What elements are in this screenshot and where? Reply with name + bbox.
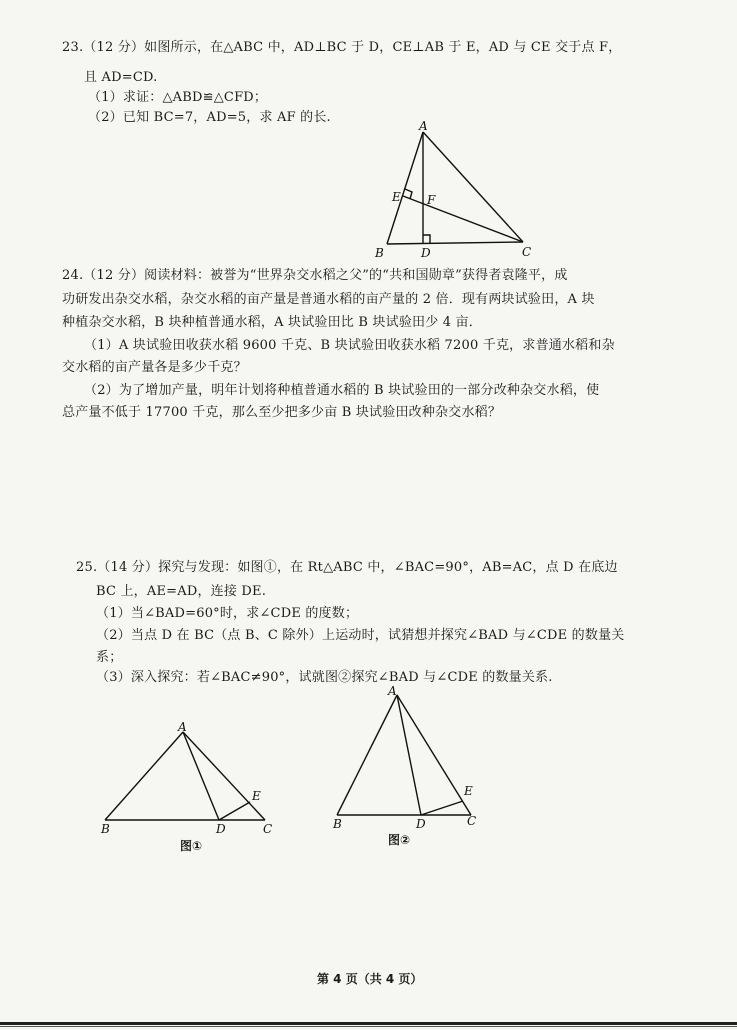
q25-part2-line1: （2）当点 D 在 BC（点 B、C 除外）上运动时，试猜想并探究∠BAD 与∠CDE 的数量关 (96, 628, 625, 643)
segment-AC (423, 132, 523, 242)
q25-part2-line2: 系； (96, 650, 123, 665)
fig1-label-A: A (178, 720, 187, 734)
q25-part3: （3）深入探究：若∠BAC≠90°，试就图②探究∠BAD 与∠CDE 的数量关系. (96, 670, 553, 685)
fig1-label-C: C (263, 822, 273, 836)
q25-figure-2 (325, 685, 485, 835)
page-footer: 第 4 页（共 4 页） (317, 972, 423, 986)
fig2-label-D: D (416, 817, 426, 831)
q23-label-C: C (522, 245, 532, 259)
q24-stem-line2: 功研发出杂交水稻，杂交水稻的亩产量是普通水稻的亩产量的 2 倍．现有两块试验田，A 块 (62, 292, 595, 307)
q24-part2-line1: （2）为了增加产量，明年计划将种植普通水稻的 B 块试验田的一部分改种杂交水稻，使 (84, 383, 600, 398)
q25-stem-line1: 25.（14 分）探究与发现：如图①，在 Rt△ABC 中，∠BAC=90°，AB=AC，点 D 在底边 (76, 560, 618, 575)
q23-label-F: F (427, 193, 436, 207)
segment-AC (397, 695, 471, 815)
q24-stem-line1: 24.（12 分）阅读材料：被誉为“世界杂交水稻之父”的“共和国勋章”获得者袁隆平，成 (62, 268, 568, 283)
bottom-border (0, 1022, 737, 1025)
fig1-label-D: D (216, 822, 226, 836)
fig1-label-E: E (252, 789, 261, 803)
fig2-label-E: E (464, 784, 473, 798)
fig1-caption: 图① (180, 839, 203, 853)
q23-label-D: D (421, 246, 431, 260)
q23-stem-line1: 23.（12 分）如图所示，在△ABC 中，AD⊥BC 于 D，CE⊥AB 于 E，AD 与 CE 交于点 F， (62, 40, 622, 55)
q24-part1-line2: 交水稻的亩产量各是多少千克？ (62, 360, 247, 375)
q25-stem-line2: BC 上，AE=AD，连接 DE. (96, 584, 267, 599)
q23-label-E: E (392, 190, 401, 204)
q23-stem-line2: 且 AD=CD. (84, 70, 158, 85)
segment-DE (219, 802, 250, 820)
segment-BC (387, 242, 523, 244)
q23-label-B: B (375, 246, 384, 260)
q23-label-A: A (419, 120, 428, 133)
segment-AB (387, 132, 423, 244)
fig2-caption: 图② (388, 833, 411, 847)
q25-figure-1 (95, 720, 285, 840)
fig2-label-B: B (333, 817, 342, 831)
fig2-label-C: C (467, 814, 477, 828)
segment-DE (421, 801, 463, 815)
bottom-border-thin (0, 1026, 737, 1027)
segment-AD (183, 732, 219, 820)
segment-CE (403, 196, 523, 242)
q24-part2-line2: 总产量不低于 17700 千克，那么至少把多少亩 B 块试验田改种杂交水稻？ (62, 405, 502, 420)
right-angle-D (423, 235, 430, 243)
fig2-label-A: A (388, 685, 397, 698)
q24-stem-line3: 种植杂交水稻，B 块种植普通水稻，A 块试验田比 B 块试验田少 4 亩． (62, 315, 482, 330)
segment-AB (105, 732, 183, 820)
q25-part1: （1）当∠BAD=60°时，求∠CDE 的度数； (96, 606, 359, 621)
segment-AB (337, 695, 397, 815)
q23-figure (365, 120, 545, 260)
segment-AD (397, 695, 421, 815)
q23-part2: （2）已知 BC=7，AD=5，求 AF 的长. (88, 110, 331, 125)
fig1-label-B: B (101, 822, 110, 836)
q23-part1: （1）求证：△ABD≌△CFD； (88, 90, 268, 105)
q24-part1-line1: （1）A 块试验田收获水稻 9600 千克、B 块试验田收获水稻 7200 千克，求普通水稻和杂 (84, 338, 615, 353)
segment-AC (183, 732, 265, 820)
